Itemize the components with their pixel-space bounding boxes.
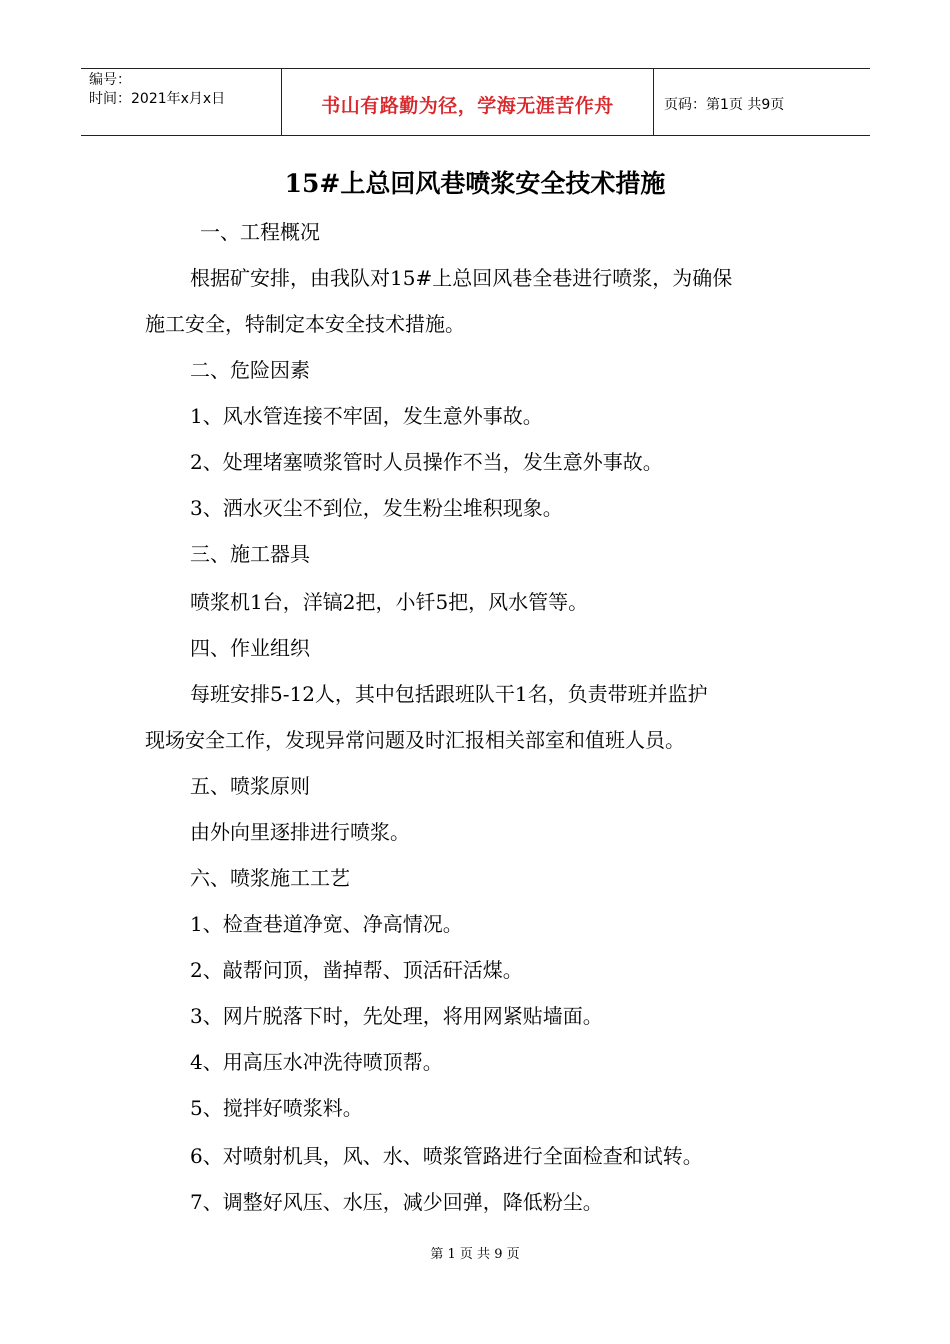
section-heading: 三、施工器具 xyxy=(190,542,310,566)
section-heading: 四、作业组织 xyxy=(190,636,310,660)
body-line: 根据矿安排，由我队对15#上总回风巷全巷进行喷浆，为确保 xyxy=(190,266,733,290)
header-motto: 书山有路勤为径，学海无涯苦作舟 xyxy=(281,69,654,135)
section-heading: 一、工程概况 xyxy=(200,220,320,244)
list-item: 2、处理堵塞喷浆管时人员操作不当，发生意外事故。 xyxy=(190,450,663,474)
section-heading: 五、喷浆原则 xyxy=(190,774,310,798)
list-item: 2、敲帮问顶，凿掉帮、顶活矸活煤。 xyxy=(190,958,523,982)
section-heading: 二、危险因素 xyxy=(190,358,310,382)
body-line: 由外向里逐排进行喷浆。 xyxy=(190,820,410,844)
page-header xyxy=(81,68,870,136)
list-item: 3、网片脱落下时，先处理，将用网紧贴墙面。 xyxy=(190,1004,603,1028)
document-time-label: 时间：2021年x月x日 xyxy=(89,91,226,107)
document-title: 15#上总回风巷喷浆安全技术措施 xyxy=(284,169,666,198)
list-item: 1、风水管连接不牢固，发生意外事故。 xyxy=(190,404,543,428)
list-item: 5、搅拌好喷浆料。 xyxy=(190,1096,363,1120)
list-item: 6、对喷射机具，风、水、喷浆管路进行全面检查和试转。 xyxy=(190,1144,703,1168)
document-number-label: 编号： xyxy=(89,72,131,88)
body-line: 每班安排5-12人，其中包括跟班队干1名，负责带班并监护 xyxy=(190,682,708,706)
list-item: 1、检查巷道净宽、净高情况。 xyxy=(190,912,463,936)
section-heading: 六、喷浆施工工艺 xyxy=(190,866,350,890)
header-page-code: 页码：第1页 共9页 xyxy=(664,97,785,113)
body-line: 喷浆机1台，洋镐2把，小钎5把，风水管等。 xyxy=(190,590,589,614)
list-item: 3、洒水灭尘不到位，发生粉尘堆积现象。 xyxy=(190,496,563,520)
list-item: 4、用高压水冲洗待喷顶帮。 xyxy=(190,1050,443,1074)
body-line: 施工安全，特制定本安全技术措施。 xyxy=(145,312,465,336)
list-item: 7、调整好风压、水压，减少回弹，降低粉尘。 xyxy=(190,1190,603,1214)
body-line: 现场安全工作，发现异常问题及时汇报相关部室和值班人员。 xyxy=(145,728,685,752)
header-meta xyxy=(81,69,281,135)
page-footer: 第 1 页 共 9 页 xyxy=(430,1247,520,1262)
